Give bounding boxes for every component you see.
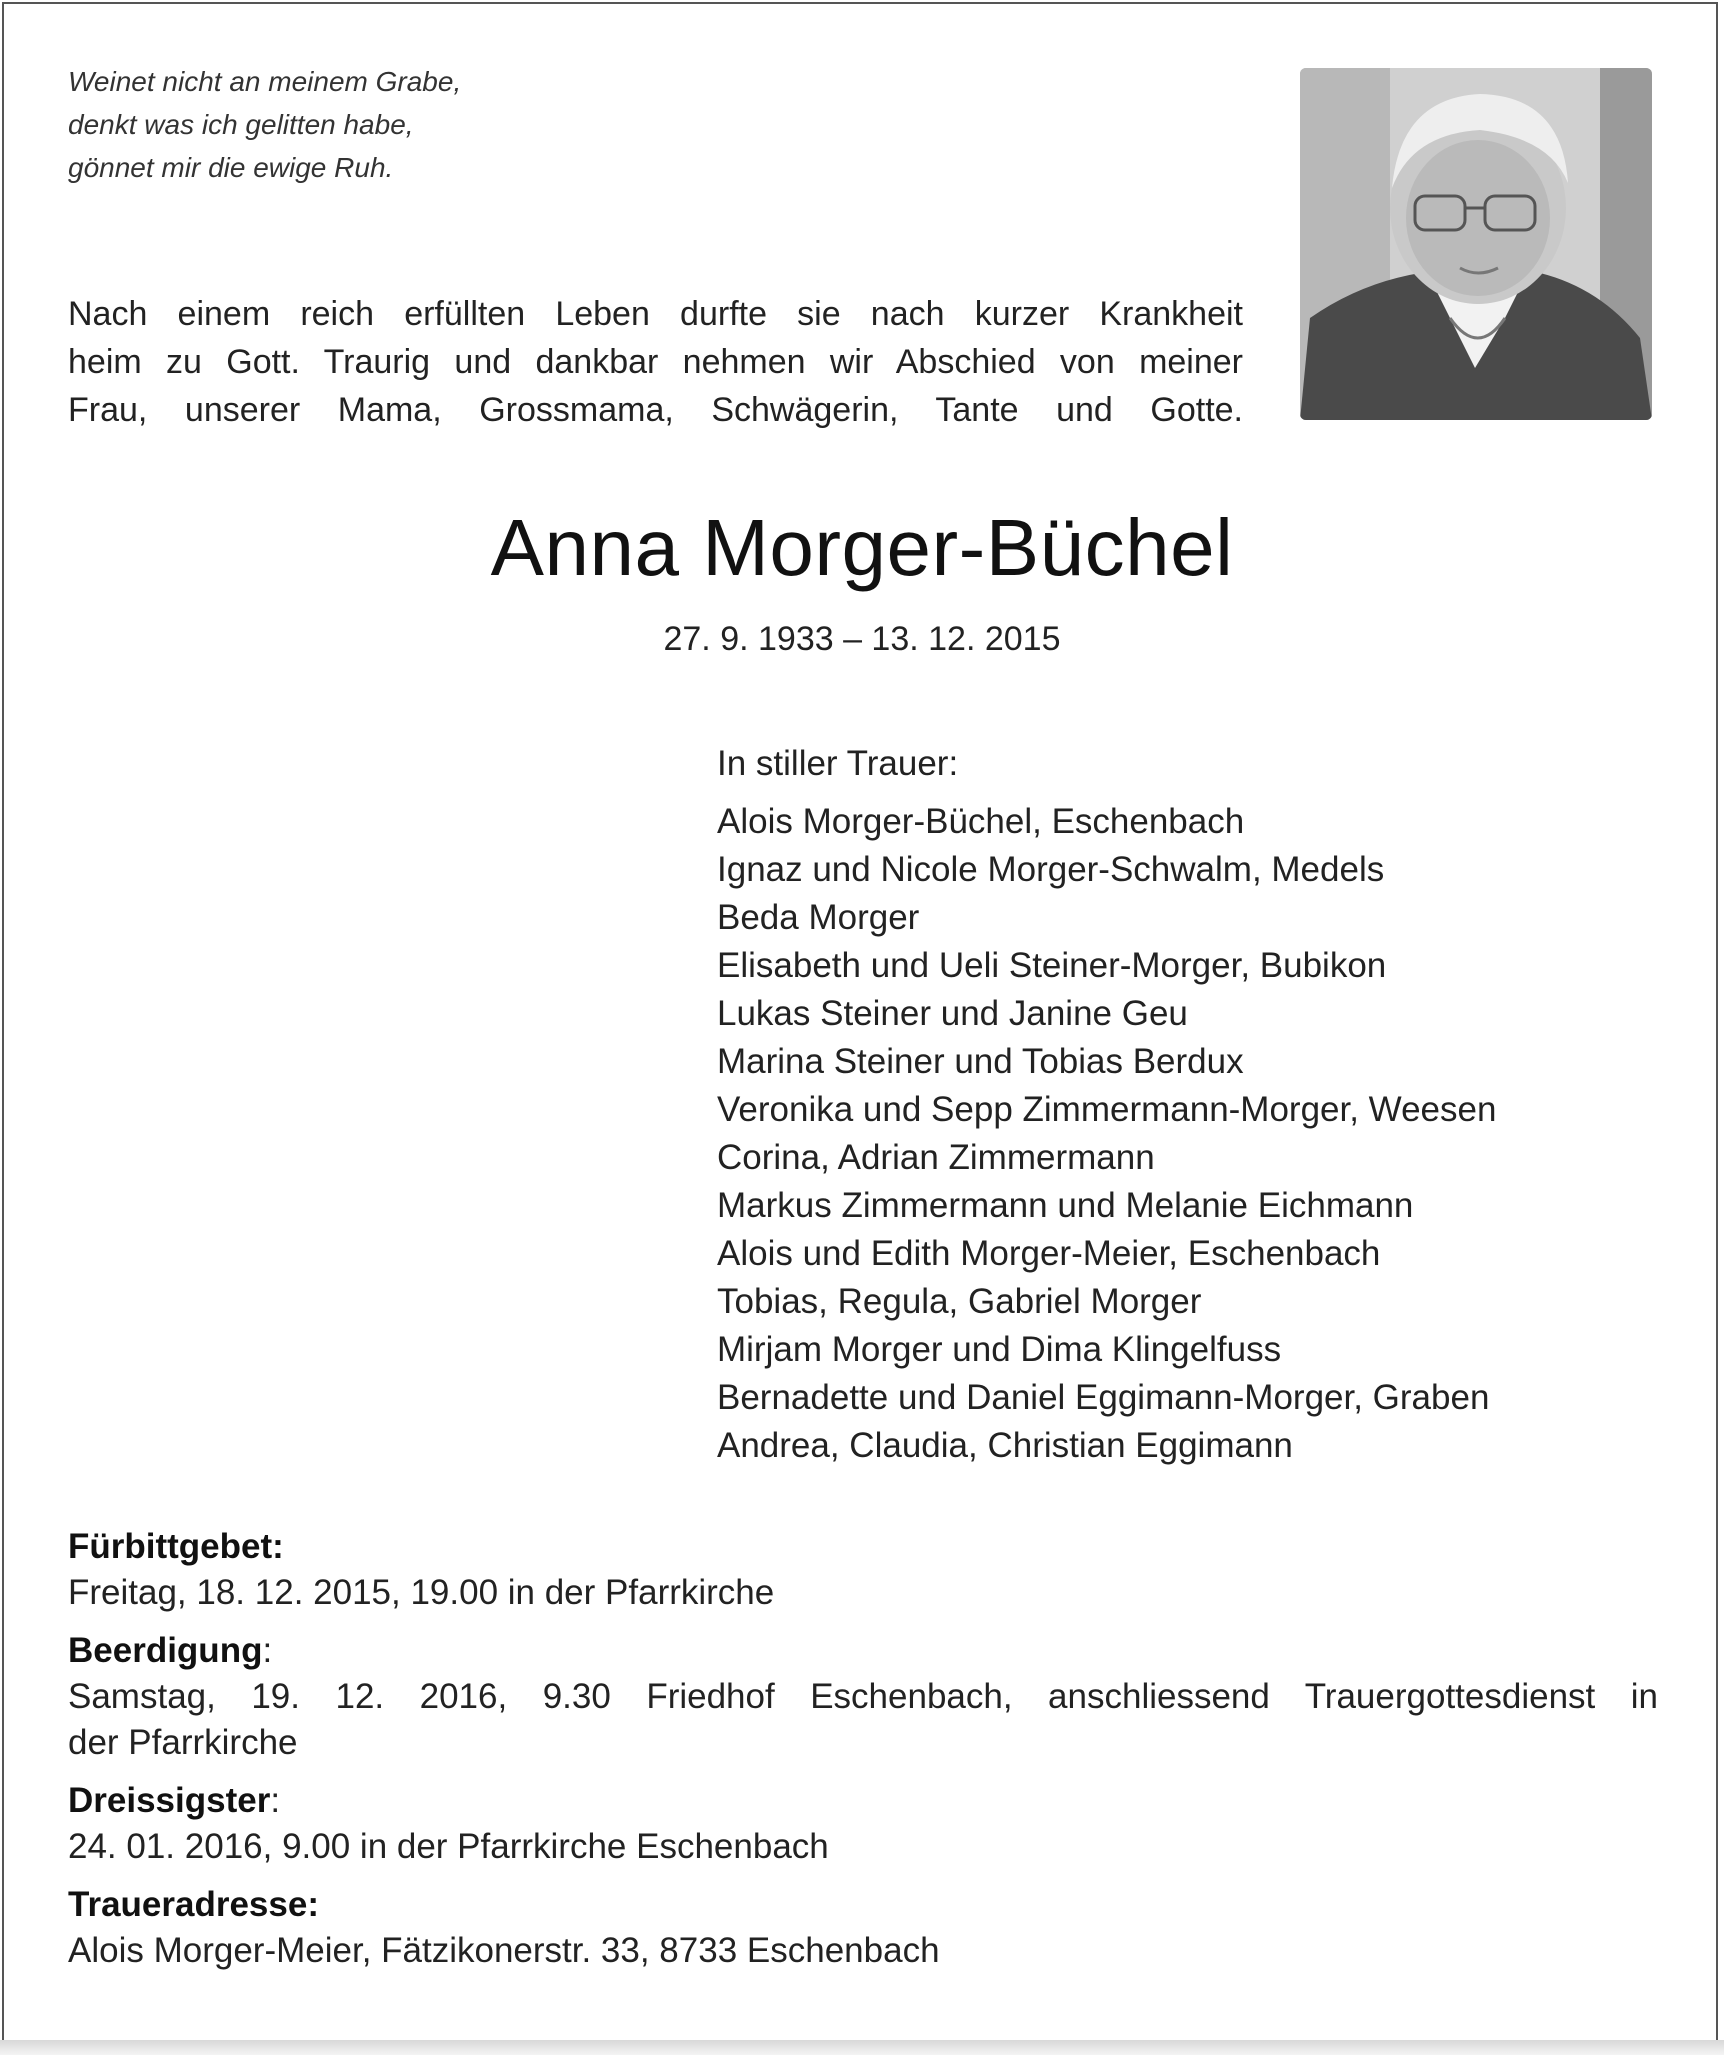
- burial-block: [68, 1628, 1658, 1766]
- portrait-image: [1300, 68, 1652, 420]
- prayer-text: Freitag, 18. 12. 2015, 19.00 in der Pfarrkirche: [68, 1573, 775, 1612]
- mourners-heading: In stiller Trauer:: [717, 744, 959, 783]
- life-dates: 27. 9. 1933 – 13. 12. 2015: [663, 620, 1061, 658]
- mourner-entry: Elisabeth und Ueli Steiner-Morger, Bubikon: [717, 946, 1387, 985]
- burial-text-line: der Pfarrkirche: [68, 1723, 298, 1762]
- intro-line: Nach einem reich erfüllten Leben durfte sie nach kurzer Krankheit: [68, 295, 1243, 333]
- portrait-photo-icon: [1300, 68, 1652, 420]
- intro-text: [68, 290, 1243, 434]
- page-bottom-edge: [0, 2040, 1724, 2055]
- thirtieth-block: [68, 1778, 1658, 1870]
- address-text: Alois Morger-Meier, Fätzikonerstr. 33, 8733 Eschenbach: [68, 1931, 940, 1970]
- mourner-entry: Corina, Adrian Zimmermann: [717, 1138, 1155, 1177]
- verse-line: Weinet nicht an meinem Grabe,: [68, 66, 462, 97]
- address-block: [68, 1882, 1658, 1974]
- mourner-entry: Markus Zimmermann und Melanie Eichmann: [717, 1186, 1414, 1225]
- burial-label: Beerdigung: [68, 1631, 263, 1670]
- mourner-entry: Marina Steiner und Tobias Berdux: [717, 1042, 1244, 1081]
- mourners-list: [717, 740, 1496, 1470]
- thirtieth-colon: :: [270, 1781, 281, 1820]
- verse: [68, 60, 461, 189]
- thirtieth-label: Dreissigster: [68, 1781, 271, 1820]
- verse-line: denkt was ich gelitten habe,: [68, 109, 414, 140]
- burial-colon: :: [262, 1631, 273, 1670]
- mourner-entry: Mirjam Morger und Dima Klingelfuss: [717, 1330, 1282, 1369]
- mourner-entry: Lukas Steiner und Janine Geu: [717, 994, 1188, 1033]
- intro-line: heim zu Gott. Traurig und dankbar nehmen wir Abschied von meiner: [68, 343, 1243, 381]
- mourner-entry: Veronika und Sepp Zimmermann-Morger, Weesen: [717, 1090, 1497, 1129]
- verse-line: gönnet mir die ewige Ruh.: [68, 152, 394, 183]
- mourner-entry: Alois Morger-Büchel, Eschenbach: [717, 802, 1245, 841]
- thirtieth-text: 24. 01. 2016, 9.00 in der Pfarrkirche Eschenbach: [68, 1827, 829, 1866]
- mourner-entry: Tobias, Regula, Gabriel Morger: [717, 1282, 1202, 1321]
- prayer-block: [68, 1524, 1658, 1616]
- address-label: Traueradresse:: [68, 1885, 319, 1924]
- mourner-entry: Andrea, Claudia, Christian Eggimann: [717, 1426, 1293, 1465]
- mourner-entry: Bernadette und Daniel Eggimann-Morger, Graben: [717, 1378, 1490, 1417]
- deceased-name: Anna Morger-Büchel: [490, 503, 1234, 592]
- burial-text-line: Samstag, 19. 12. 2016, 9.30 Friedhof Eschenbach, anschliessend Trauergottesdienst in: [68, 1677, 1658, 1716]
- event-info: [68, 1524, 1658, 1986]
- mourner-entry: Beda Morger: [717, 898, 920, 937]
- prayer-label: Fürbittgebet:: [68, 1527, 284, 1566]
- mourner-entry: Ignaz und Nicole Morger-Schwalm, Medels: [717, 850, 1385, 889]
- mourner-entry: Alois und Edith Morger-Meier, Eschenbach: [717, 1234, 1381, 1273]
- intro-line: Frau, unserer Mama, Grossmama, Schwägerin, Tante und Gotte.: [68, 391, 1243, 429]
